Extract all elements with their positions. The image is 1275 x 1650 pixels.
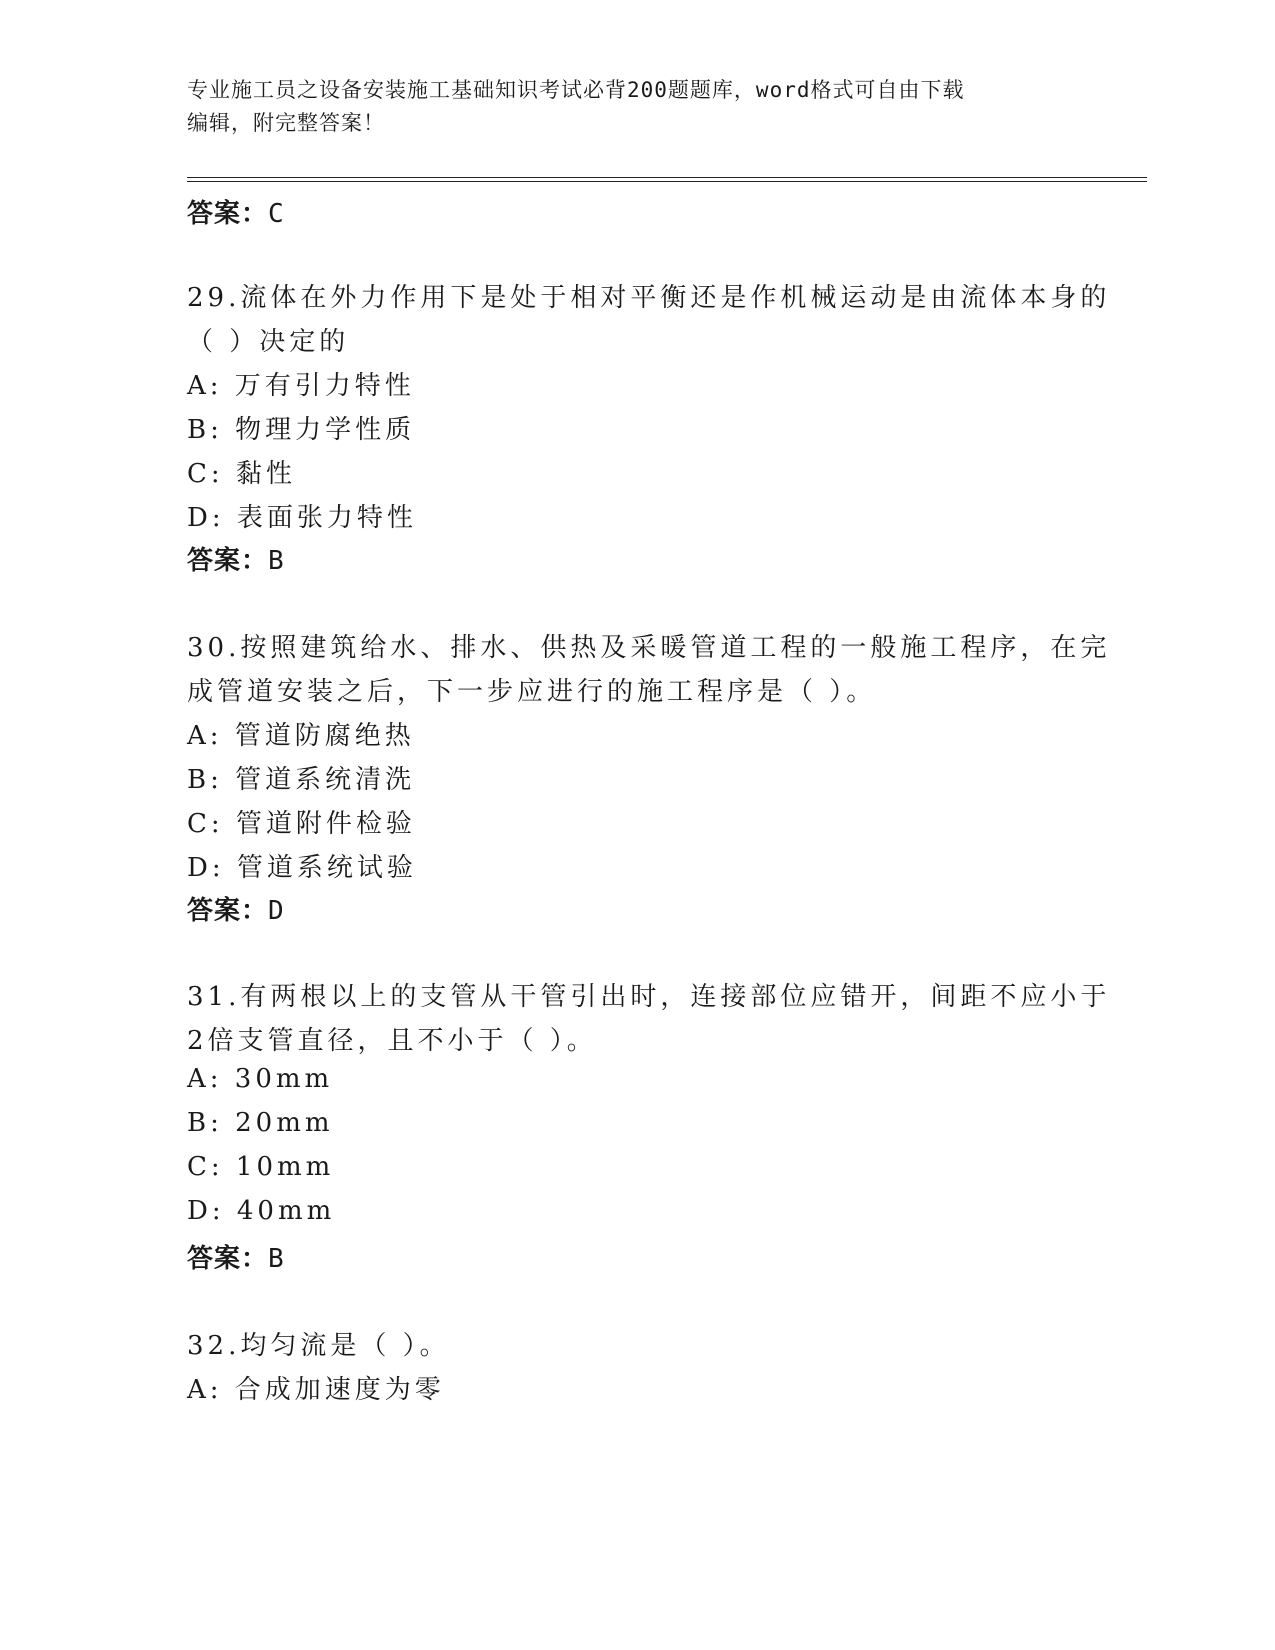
question-29-option-c: C: 黏性 [187,459,296,489]
header-divider [187,177,1147,182]
question-30-option-a: A: 管道防腐绝热 [187,721,415,751]
answer-value: D [268,896,285,926]
answer-value: C [268,199,285,229]
answer-label: 答案： [187,199,269,229]
question-30-option-b: B: 管道系统清洗 [187,765,416,795]
question-29-option-b: B: 物理力学性质 [187,415,416,445]
question-32-option-a: A: 合成加速度为零 [187,1375,445,1405]
answer-label: 答案： [187,896,269,926]
header-line-2: 编辑，附完整答案！ [187,111,385,135]
question-29-option-d: D: 表面张力特性 [187,503,417,533]
question-31-text-line-1: 31.有两根以上的支管从干管引出时，连接部位应错开，间距不应小于 [187,982,1111,1012]
question-31-option-a: A: 30mm [187,1064,334,1094]
question-30-text-line-1: 30.按照建筑给水、排水、供热及采暖管道工程的一般施工程序，在完 [187,633,1111,663]
question-30-option-c: C: 管道附件检验 [187,809,416,839]
answer-29 [187,540,285,577]
answer-label: 答案： [187,1244,269,1274]
question-31-option-c: C: 10mm [187,1152,335,1182]
answer-value: B [268,1244,285,1274]
question-29-option-a: A: 万有引力特性 [187,371,415,401]
answer-30 [187,890,285,927]
question-30-option-d: D: 管道系统试验 [187,853,417,883]
question-30-text-line-2: 成管道安装之后，下一步应进行的施工程序是（ ）。 [187,677,877,707]
header-line-1: 专业施工员之设备安装施工基础知识考试必背200题题库，word格式可自由下载 [187,78,965,102]
question-29-text-line-2: （ ）决定的 [187,327,350,357]
question-32-text-line-1: 32.均匀流是（ ）。 [187,1331,450,1361]
answer-label: 答案： [187,546,269,576]
answer-31 [187,1238,285,1275]
document-header [187,74,1067,140]
answer-value: B [268,546,285,576]
question-31-option-b: B: 20mm [187,1108,334,1138]
question-31-text-line-2: 2倍支管直径，且不小于（ ）。 [187,1026,597,1056]
question-29-text-line-1: 29.流体在外力作用下是处于相对平衡还是作机械运动是由流体本身的 [187,283,1111,313]
answer-28 [187,193,285,230]
question-31-option-d: D: 40mm [187,1196,336,1226]
